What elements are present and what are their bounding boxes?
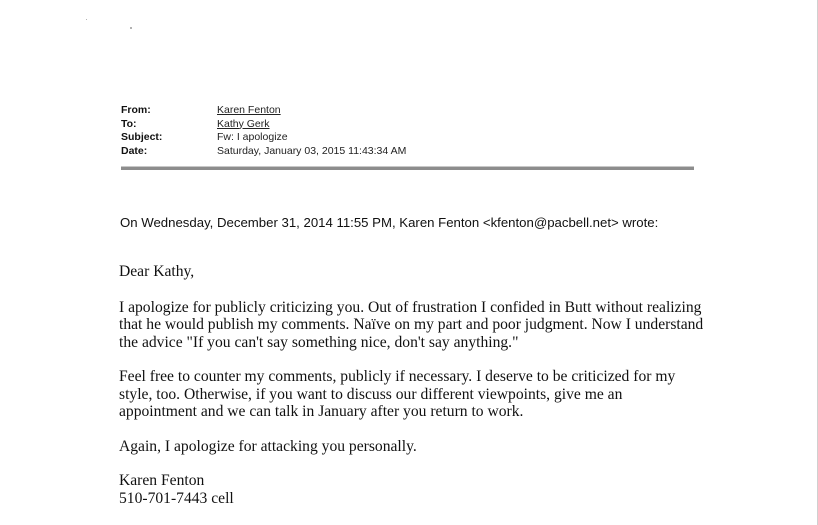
to-value: Kathy Gerk (217, 117, 270, 130)
from-label: From: (121, 104, 151, 116)
header-row-subject (121, 131, 406, 145)
header-row-date (121, 145, 406, 159)
signature (119, 472, 759, 507)
to-label: To: (121, 117, 137, 130)
subject-label: Subject: (121, 131, 163, 143)
paragraph-2 (119, 368, 759, 421)
paragraph-line: style, too. Otherwise, if you want to discuss our different viewpoints, give me an (119, 385, 623, 403)
date-label: Date: (121, 144, 148, 157)
signature-name: Karen Fenton (119, 472, 205, 489)
paragraph-line: that he would publish my comments. Naïve on my part and poor judgment. Now I understand (119, 316, 704, 333)
date-value: Saturday, January 03, 2015 11:43:34 AM (217, 144, 407, 157)
header-row-to (121, 118, 406, 132)
header-row-from (121, 104, 406, 118)
paragraph-line: appointment and we can talk in January after you return to work. (119, 403, 524, 420)
paragraph-line: Again, I apologize for attacking you personally. (119, 437, 417, 455)
scan-speck (86, 19, 87, 20)
email-header (121, 104, 406, 158)
header-divider (121, 166, 694, 170)
email-body (119, 263, 759, 507)
scan-speck (130, 27, 132, 29)
paragraph-1 (119, 299, 759, 352)
paragraph-line: Feel free to counter my comments, publicly if necessary. I deserve to be criticized for my (119, 368, 676, 385)
paragraph-3 (119, 438, 759, 456)
signature-phone: 510-701-7443 cell (119, 489, 234, 507)
from-value: Karen Fenton (217, 104, 281, 116)
greeting: Dear Kathy, (119, 263, 195, 280)
subject-value: Fw: I apologize (217, 131, 288, 143)
paragraph-line: the advice "If you can't say something nice, don't say anything." (119, 333, 519, 351)
paragraph-line: I apologize for publicly criticizing you. Out of frustration I confided in Butt without realizing (119, 298, 702, 316)
quoted-intro: On Wednesday, December 31, 2014 11:55 PM, Karen Fenton <kfenton@pacbell.net> wrote: (120, 215, 659, 230)
